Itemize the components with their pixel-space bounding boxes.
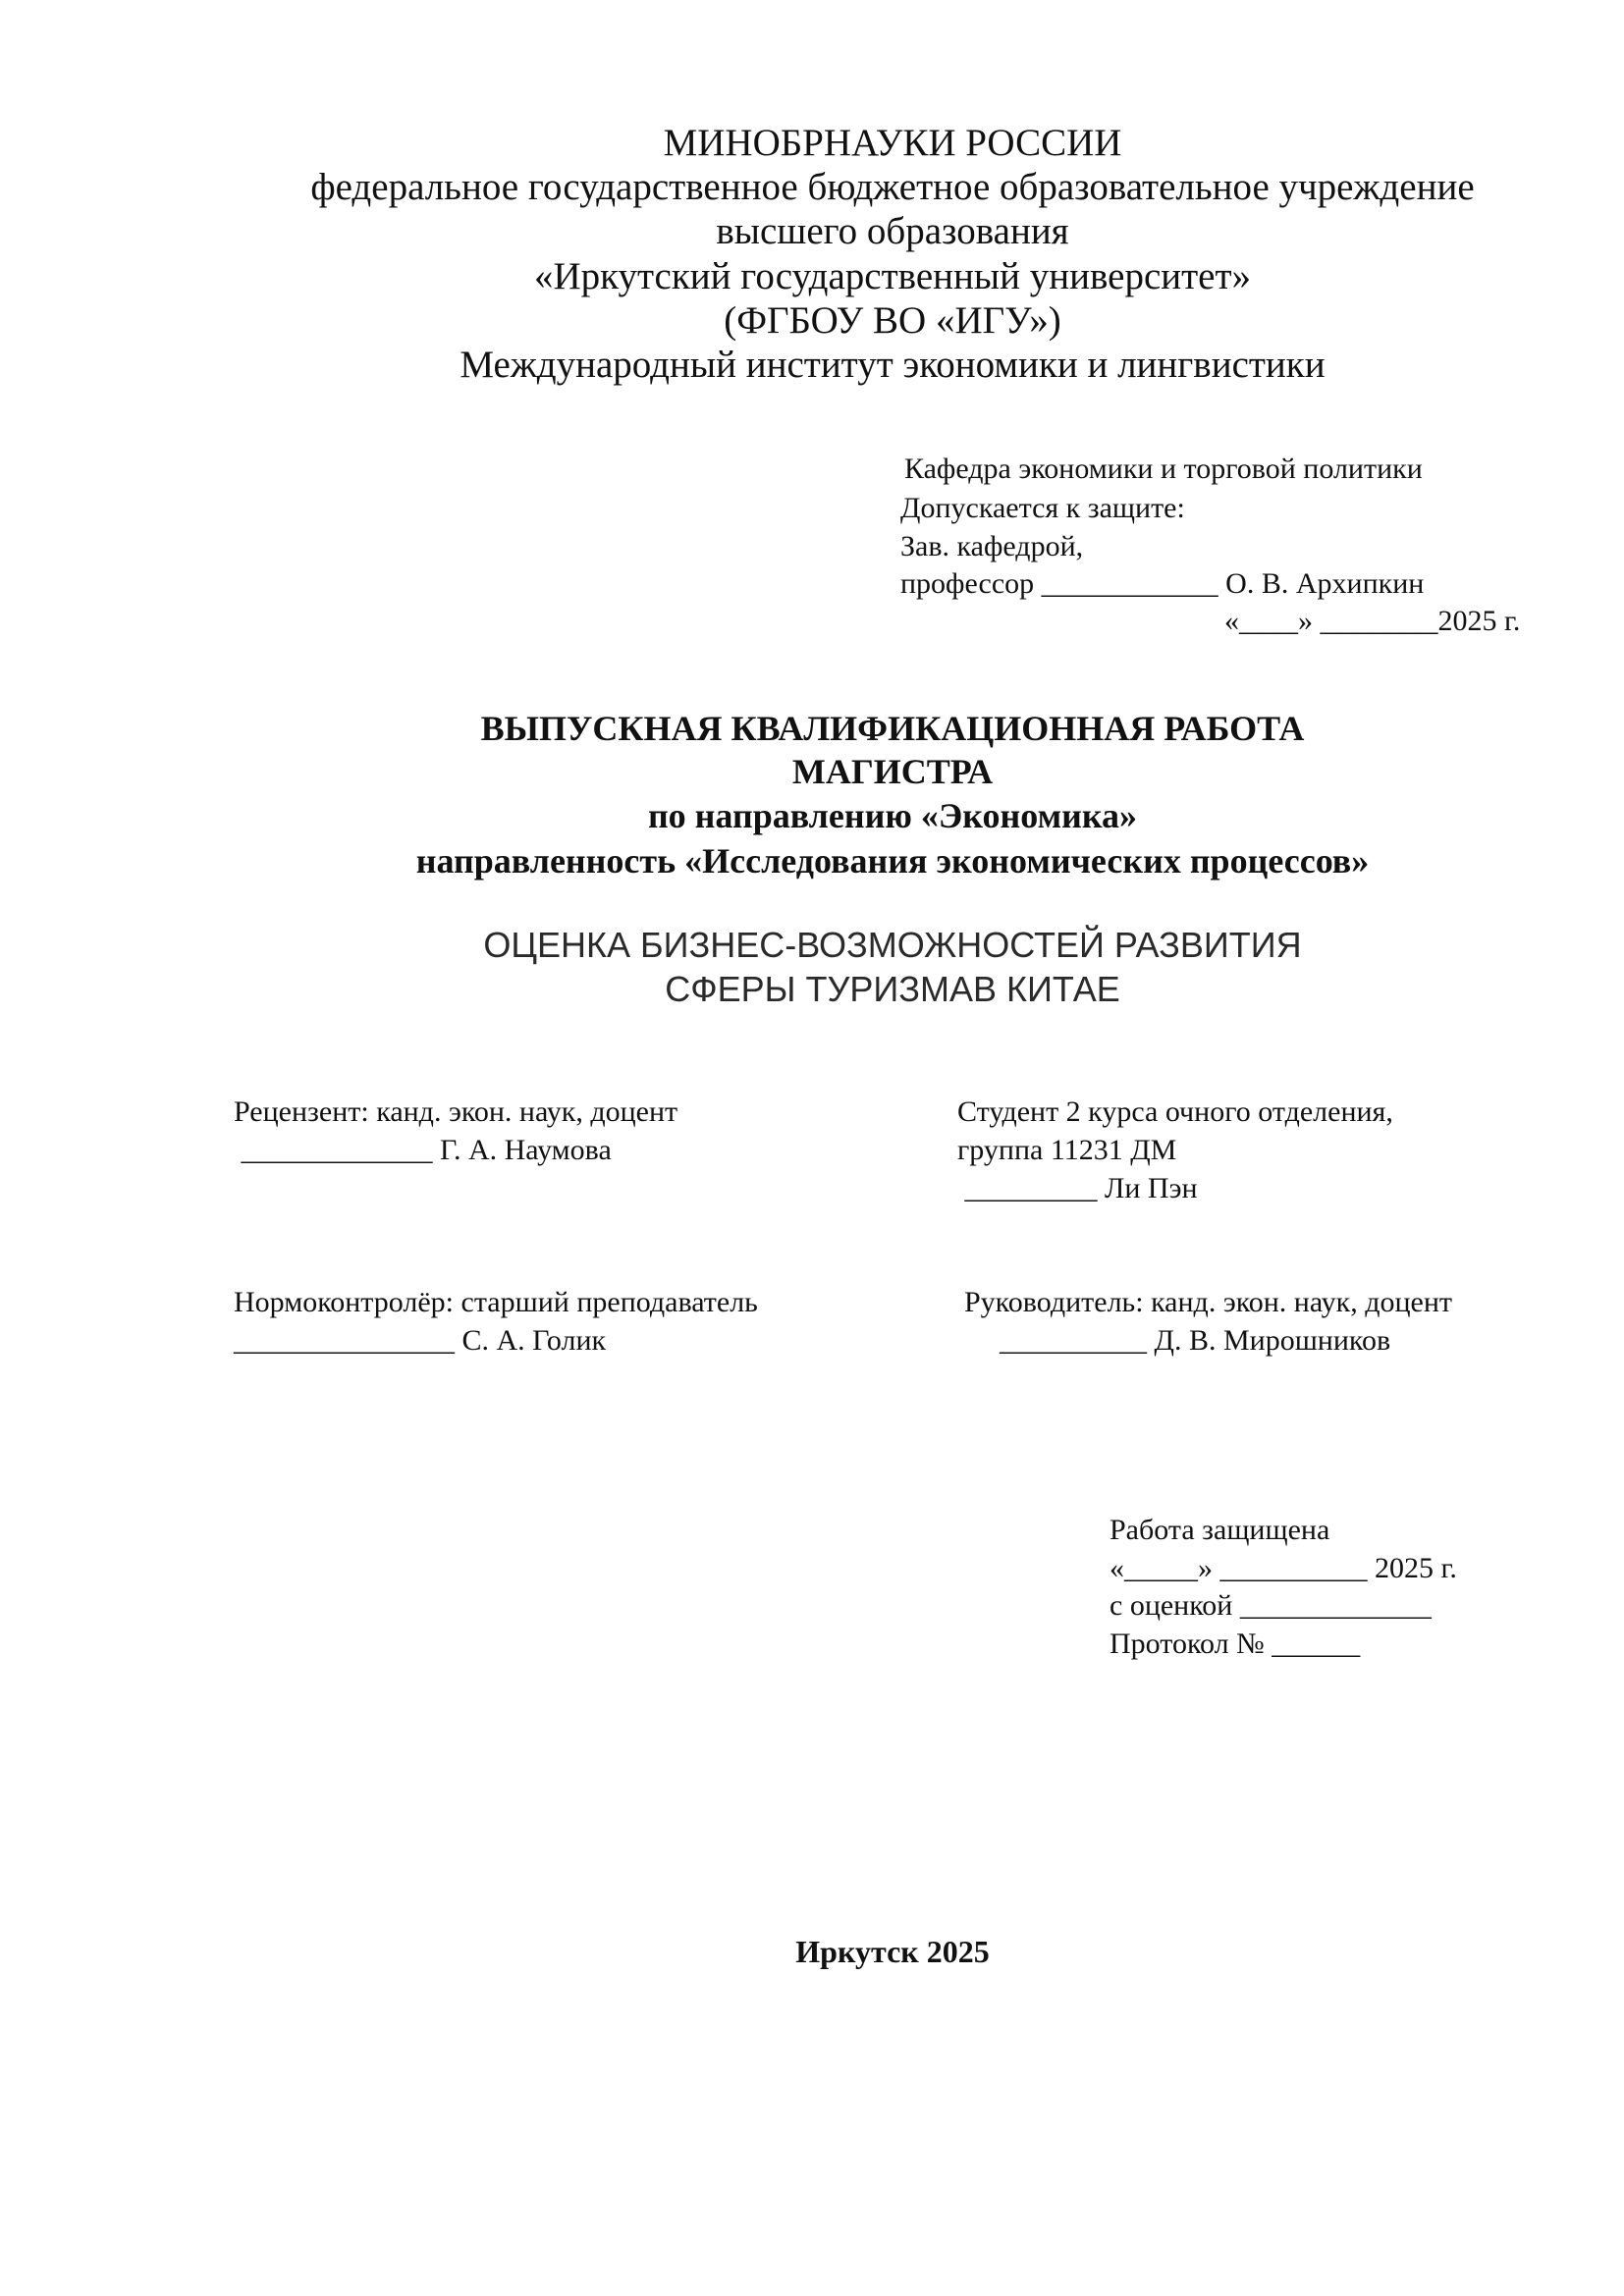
institute-name: Международный институт экономики и лингвистики <box>460 344 1326 386</box>
supervisor-role: Руководитель: канд. экон. наук, доцент <box>964 1286 1453 1318</box>
defense-date-line: «_____» __________ 2025 г. <box>1110 1552 1457 1584</box>
student-signature-line: _________ Ли Пэн <box>957 1172 1198 1204</box>
grade-line: с оценкой _____________ <box>1110 1589 1432 1622</box>
defended-label: Работа защищена <box>1110 1514 1330 1546</box>
ministry-name: МИНОБРНАУКИ РОССИИ <box>663 122 1122 164</box>
normcontroller-signature-line: _______________ С. А. Голик <box>234 1324 607 1357</box>
institution-line-2: высшего образования <box>716 210 1069 252</box>
thesis-type-line-2: МАГИСТРА <box>791 752 994 791</box>
thesis-focus: направленность «Исследования экономических процессов» <box>415 841 1370 881</box>
reviewer-role: Рецензент: канд. экон. наук, доцент <box>234 1095 678 1128</box>
university-abbreviation: (ФГБОУ ВО «ИГУ») <box>724 299 1061 342</box>
admitted-label: Допускается к защите: <box>900 492 1185 524</box>
thesis-title-line-2: СФЕРЫ ТУРИЗМАВ КИТАЕ <box>665 969 1120 1009</box>
thesis-type-line-1: ВЫПУСКНАЯ КВАЛИФИКАЦИОННАЯ РАБОТА <box>480 709 1305 748</box>
approval-date-line: «____» ________2025 г. <box>1224 605 1521 637</box>
institution-line-1: федеральное государственное бюджетное образовательное учреждение <box>310 166 1475 208</box>
thesis-direction: по направлению «Экономика» <box>647 796 1138 835</box>
head-label: Зав. кафедрой, <box>900 530 1084 562</box>
supervisor-signature-line: __________ Д. В. Мирошников <box>1000 1324 1391 1357</box>
protocol-line: Протокол № ______ <box>1110 1628 1361 1660</box>
student-role: Студент 2 курса очного отделения, <box>957 1095 1393 1128</box>
normcontroller-role: Нормоконтролёр: старший преподаватель <box>234 1286 758 1318</box>
university-name: «Иркутский государственный университет» <box>533 255 1252 297</box>
head-signature-line: профессор ____________ О. В. Архипкин <box>900 567 1425 600</box>
city-year: Иркутск 2025 <box>795 1934 990 1969</box>
student-group: группа 11231 ДМ <box>957 1134 1177 1166</box>
department-name: Кафедра экономики и торговой политики <box>904 453 1423 485</box>
reviewer-signature-line: _____________ Г. А. Наумова <box>234 1134 612 1166</box>
thesis-title-line-1: ОЦЕНКА БИЗНЕС-ВОЗМОЖНОСТЕЙ РАЗВИТИЯ <box>483 925 1302 965</box>
